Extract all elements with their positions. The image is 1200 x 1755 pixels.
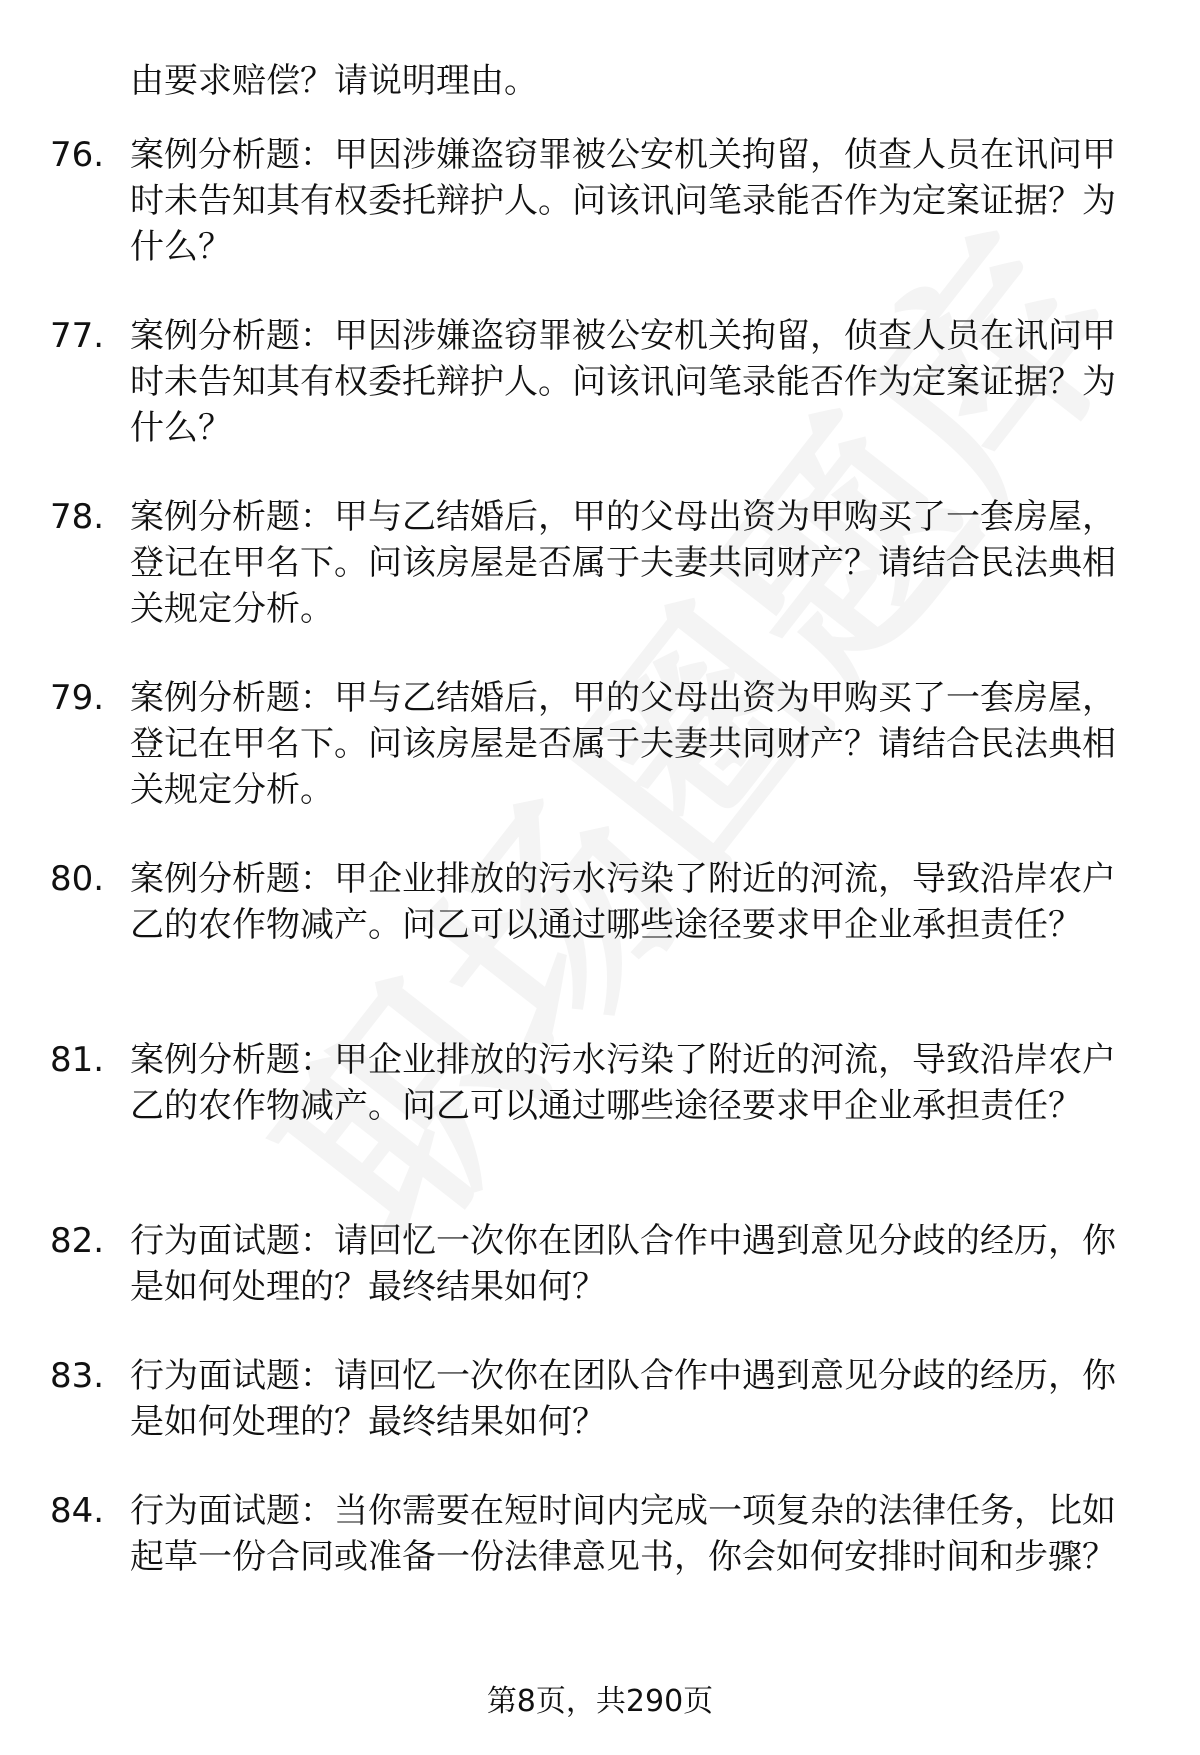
question-text: 行为面试题：当你需要在短时间内完成一项复杂的法律任务，比如起草一份合同或准备一份法律意见书，你会如何安排时间和步骤？ (130, 1491, 1116, 1577)
question-item (50, 856, 1140, 948)
question-number: 83. (50, 1356, 105, 1396)
question-item (50, 1218, 1140, 1310)
question-text: 案例分析题：甲因涉嫌盗窃罪被公安机关拘留，侦查人员在讯问甲时未告知其有权委托辩护人。问该讯问笔录能否作为定案证据？为什么？ (130, 316, 1116, 448)
question-item (50, 132, 1140, 270)
question-number: 78. (50, 497, 105, 537)
question-text: 案例分析题：甲企业排放的污水污染了附近的河流，导致沿岸农户乙的农作物减产。问乙可以通过哪些途径要求甲企业承担责任？ (130, 859, 1116, 945)
question-number: 80. (50, 859, 105, 899)
question-number: 84. (50, 1491, 105, 1531)
question-number: 76. (50, 135, 105, 175)
question-item (50, 1037, 1140, 1129)
question-text: 案例分析题：甲与乙结婚后，甲的父母出资为甲购买了一套房屋，登记在甲名下。问该房屋是否属于夫妻共同财产？请结合民法典相关规定分析。 (130, 497, 1116, 629)
page-number-footer: 第8页，共290页 (486, 1684, 714, 1719)
question-number: 79. (50, 678, 105, 718)
question-text: 案例分析题：甲企业排放的污水污染了附近的河流，导致沿岸农户乙的农作物减产。问乙可以通过哪些途径要求甲企业承担责任？ (130, 1040, 1116, 1126)
question-text: 案例分析题：甲与乙结婚后，甲的父母出资为甲购买了一套房屋，登记在甲名下。问该房屋是否属于夫妻共同财产？请结合民法典相关规定分析。 (130, 678, 1116, 810)
question-text: 行为面试题：请回忆一次你在团队合作中遇到意见分歧的经历，你是如何处理的？最终结果如何？ (130, 1356, 1116, 1442)
question-item (50, 313, 1140, 451)
question-item (50, 1488, 1140, 1580)
question-item (50, 494, 1140, 632)
question-number: 77. (50, 316, 105, 356)
continued-question-text: 由要求赔偿？请说明理由。 (130, 61, 538, 101)
question-text: 行为面试题：请回忆一次你在团队合作中遇到意见分歧的经历，你是如何处理的？最终结果如何？ (130, 1221, 1116, 1307)
question-item (50, 675, 1140, 813)
question-text: 案例分析题：甲因涉嫌盗窃罪被公安机关拘留，侦查人员在讯问甲时未告知其有权委托辩护人。问该讯问笔录能否作为定案证据？为什么？ (130, 135, 1116, 267)
question-item (50, 1353, 1140, 1445)
question-number: 81. (50, 1040, 105, 1080)
question-number: 82. (50, 1221, 105, 1261)
